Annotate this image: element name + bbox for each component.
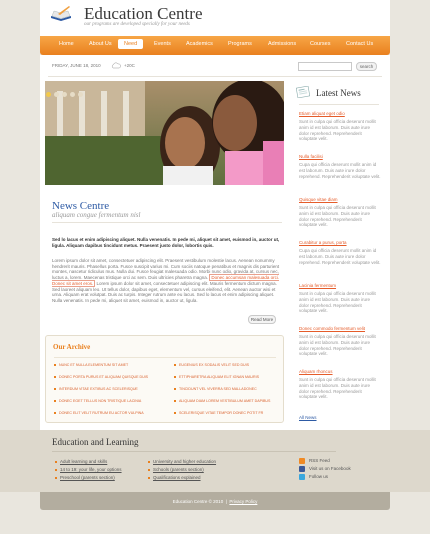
read-more-button[interactable]: Read More (248, 315, 276, 324)
slider-dot[interactable] (70, 92, 75, 97)
site-tagline: our programs are developed specially for your needs (84, 22, 190, 27)
archive-link[interactable]: DONEC EGET TELLUS NON TRISTIQUE LACINIA (59, 399, 142, 403)
rss-icon[interactable] (299, 458, 305, 464)
news-body-part: Lorem ipsum dolor sit amet, consectetuer adipiscing elit. Mauris fermentum dictum magna. Sed laoreet aliquam leo. Ut tellus dolor, dapibus eget, elementum vel, cursus eleifend, elit. Aenean auctor wisi et urna. Aliquam erat volutpat. Duis ac turpis. Integer rutrum ante eu lacus. Sed lo lacus et enim adipiscing aliquet. Nulla venenatis. In pede mi, aliquet sit amet, euismod in, auctor ut, ligula. (52, 280, 277, 303)
rss-link[interactable]: RSS Feed (309, 458, 330, 463)
latest-news-link[interactable]: Etiam aliquat eget odio (299, 111, 345, 116)
news-body-part: Lorem ipsum dolor sit amet, consectetuer adipiscing elit. Praesent vestibulum molestie lacus. Aenean nonummy hendrerit mauris. Phasellus porta. Fusce suscipit varius mi. Cum sociis natoque penatibus et magnis dis parturient montes, nascetur ridiculus mus. Nulla dui. Fusce feugiat malesuada odio. Morbi nunc odio, gravida at, cursus nec, luctus a, lorem. Maecenas tristique orci ac sem. Duis ultricies pharetra magna. (52, 258, 280, 281)
all-news-link[interactable]: All News (299, 415, 317, 420)
footer-link[interactable]: Adult learning and skills (60, 459, 108, 464)
divider (52, 451, 336, 452)
nav-courses[interactable]: Courses (310, 41, 331, 47)
archive-link[interactable]: DONEC ELIT VELIT RUTRUM EU ACTOR VULPINA (59, 411, 144, 415)
latest-news-title: Latest News (316, 88, 361, 98)
divider (48, 76, 382, 77)
main-nav (40, 36, 390, 55)
divider (54, 357, 276, 358)
nav-academics[interactable]: Academics (186, 41, 213, 47)
slider-dot[interactable] (62, 92, 67, 97)
search-input[interactable] (298, 62, 352, 71)
facebook-icon[interactable] (299, 466, 305, 472)
archive-link[interactable]: DONEC PORTA PURUS ET ALIQUAM QUISQUE DUIS (59, 375, 149, 379)
footer-link[interactable]: Schools (parents section) (153, 467, 204, 472)
copyright-bar (40, 492, 390, 510)
latest-news-link[interactable]: Curabitur a purus, porta (299, 240, 347, 245)
slider-dot[interactable] (78, 92, 83, 97)
privacy-policy-link[interactable]: Privacy Policy (229, 499, 258, 504)
divider (299, 104, 379, 105)
footer-link[interactable]: 14 to 19: your life, your options (60, 467, 122, 472)
site-title[interactable]: Education Centre (84, 4, 203, 23)
news-subtitle: aliquam congue fermentum nisl (52, 211, 141, 219)
archive-link[interactable]: EUGENIUS EX SODALIS VELIT SED DUIS (179, 363, 250, 367)
facebook-link[interactable]: Visit us on Facebook (309, 466, 351, 471)
site-header (40, 0, 390, 36)
twitter-icon[interactable] (299, 474, 305, 480)
archive-link[interactable]: ETTIPHARETRA ALIQUAM ELIT IGNAN MAURIS (179, 375, 260, 379)
news-title: News Centre (52, 200, 110, 212)
news-highlight-link[interactable]: Donec accumsan malesuada orci. Donec sit amet eros. (52, 275, 280, 286)
nav-events[interactable]: Events (154, 41, 171, 47)
archive-title: Our Archive (53, 343, 91, 351)
archive-box (45, 335, 284, 423)
footer-link[interactable]: Qualifications explained (153, 475, 201, 480)
footer-link[interactable]: Preschool (parents section) (60, 475, 115, 480)
footer-title: Education and Learning (52, 437, 139, 447)
latest-news-text: Sunt in culpa qui officia deserunt mollit anim id est laborum. Duis aute irure dolor reprehend. Reprehenderit voluptate velit. (299, 119, 376, 142)
date-text: FRIDAY, JUNE 18, 2010 (52, 63, 101, 68)
archive-link[interactable]: INTERDUM VITAE EXTIBUS AC SCELERISQUE (59, 387, 138, 391)
latest-news-text: Sunt in culpa qui officia deserunt mollit anim id est laborum. Duis aute irure dolor reprehend. Reprehenderit voluptate velit. (299, 291, 376, 314)
copyright-text: Education Centre © 2010 | Privacy Policy (172, 499, 258, 504)
search-button[interactable]: search (356, 62, 377, 71)
news-lead-text: Sed lo lacus et enim adipiscing aliquet. Nulla venenatis. In pede mi, aliquet sit amet, euismod in, auctor ut, ligula. Aliquam dapibus tincidunt metus. Praesent justo dolor, lobortis quis. (52, 237, 280, 249)
latest-news-link[interactable]: Lacinia fermentum (299, 283, 337, 288)
divider (52, 222, 282, 223)
copyright-label: Education Centre © 2010 (172, 499, 224, 504)
archive-link[interactable]: SCELERISQUE VITAE TEMPOR DONEC POTIT FR (179, 411, 264, 415)
cloud-weather-icon (111, 62, 121, 69)
latest-news-text: Cupa qui officia deserunt mollit anim id est laborum. Duis aute irure dolor reprehend. Reprehenderit voluptate velit. (299, 162, 381, 179)
nav-about-us[interactable]: About Us (89, 41, 112, 47)
latest-news-link[interactable]: Donec commodo fermentum velit (299, 326, 366, 331)
nav-home[interactable]: Home (59, 41, 74, 47)
latest-news-link[interactable]: Aliquam rhoncus (299, 369, 333, 374)
latest-news-text: Cupa qui officia deserunt mollit anim id est laborum. Duis aute irure dolor reprehend. Reprehenderit voluptate velit. (299, 248, 381, 265)
newspaper-icon (296, 86, 310, 98)
slider-dot[interactable] (54, 92, 59, 97)
slider-dot[interactable] (46, 92, 51, 97)
book-quill-logo-icon[interactable] (50, 5, 72, 23)
latest-news-link[interactable]: Nulla facilisi (299, 154, 323, 159)
latest-news-link[interactable]: Quisque vitae diam (299, 197, 338, 202)
temperature-text: +20C (124, 63, 135, 68)
footer-link[interactable]: University and higher education (153, 459, 217, 464)
latest-news-text: Sunt in culpa qui officia deserunt mollit anim id est laborum. Duis aute irure dolor reprehend. Reprehenderit voluptate velit. (299, 377, 376, 400)
archive-link[interactable]: NUNC ET NULLA ELEMENTUM SIT AMET (59, 363, 129, 367)
news-body-text (52, 258, 284, 304)
twitter-link[interactable]: Follow us (309, 474, 329, 479)
nav-need[interactable]: Need (118, 39, 143, 49)
archive-link[interactable]: TINCIDUNT VEL VIVERRA SED MALLADONEC (179, 387, 257, 391)
nav-contact-us[interactable]: Contact Us (346, 41, 374, 47)
nav-programs[interactable]: Programs (228, 41, 252, 47)
archive-link[interactable]: ALIQUAM DIAM LOREM VESTIBULUM AMET DAPIBUS (179, 399, 271, 403)
latest-news-text: Sunt in culpa qui officia deserunt mollit anim id est laborum. Duis aute irure dolor reprehend. Reprehenderit voluptate velit. (299, 205, 376, 228)
nav-admissions[interactable]: Admissions (268, 41, 297, 47)
latest-news-text: Sunt in culpa qui officia deserunt mollit anim id est laborum. Duis aute irure dolor reprehend. Reprehenderit voluptate velit. (299, 334, 376, 357)
